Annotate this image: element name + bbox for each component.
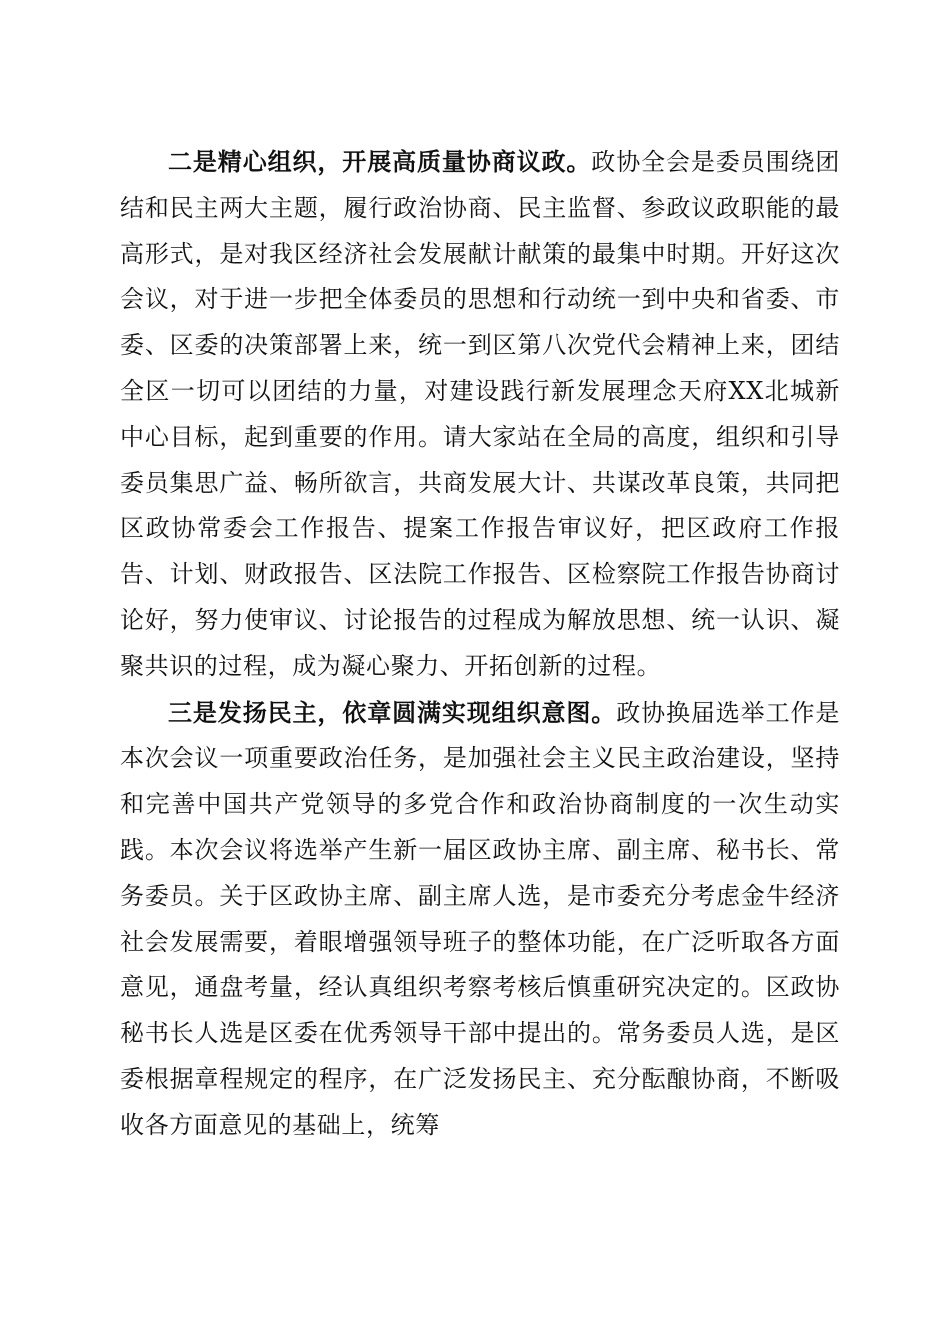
paragraph-text: 政协换届选举工作是本次会议一项重要政治任务，是加强社会主义民主政治建设，坚持和完善中国共产党领导的多党合作和政治协商制度的一次生动实践。本次会议将选举产生新一届区政协主席、副主席、秘书长、常务委员。关于区政协主席、副主席人选，是市委充分考虑金牛经济社会发展需要，着眼增强领导班子的整体功能，在广泛听取各方面意见，通盘考量，经认真组织考察考核后慎重研究决定的。区政协秘书长人选是区委在优秀领导干部中提出的。常务委员人选，是区委根据章程规定的程序，在广泛发扬民主、充分酝酿协商，不断吸收各方面意见的基础上，统筹 bbox=[120, 698, 840, 1139]
paragraph-democracy bbox=[120, 690, 840, 1149]
document-body bbox=[120, 139, 840, 1149]
paragraph-lead: 二是精心组织，开展高质量协商议政。 bbox=[168, 147, 592, 176]
paragraph-lead: 三是发扬民主，依章圆满实现组织意图。 bbox=[168, 697, 617, 727]
paragraph-organize bbox=[120, 139, 840, 690]
paragraph-text: 政协全会是委员围绕团结和民主两大主题，履行政治协商、民主监督、参政议政职能的最高形式，是对我区经济社会发展献计献策的最集中时期。开好这次会议，对于进一步把全体委员的思想和行动统一到中央和省委、市委、区委的决策部署上来，统一到区第八次党代会精神上来，团结全区一切可以团结的力量，对建设践行新发展理念天府XX北城新中心目标，起到重要的作用。请大家站在全局的高度，组织和引导委员集思广益、畅所欲言，共商发展大计、共谋改革良策，共同把区政协常委会工作报告、提案工作报告审议好，把区政府工作报告、计划、财政报告、区法院工作报告、区检察院工作报告协商讨论好，努力使审议、讨论报告的过程成为解放思想、统一认识、凝聚共识的过程，成为凝心聚力、开拓创新的过程。 bbox=[120, 148, 840, 680]
